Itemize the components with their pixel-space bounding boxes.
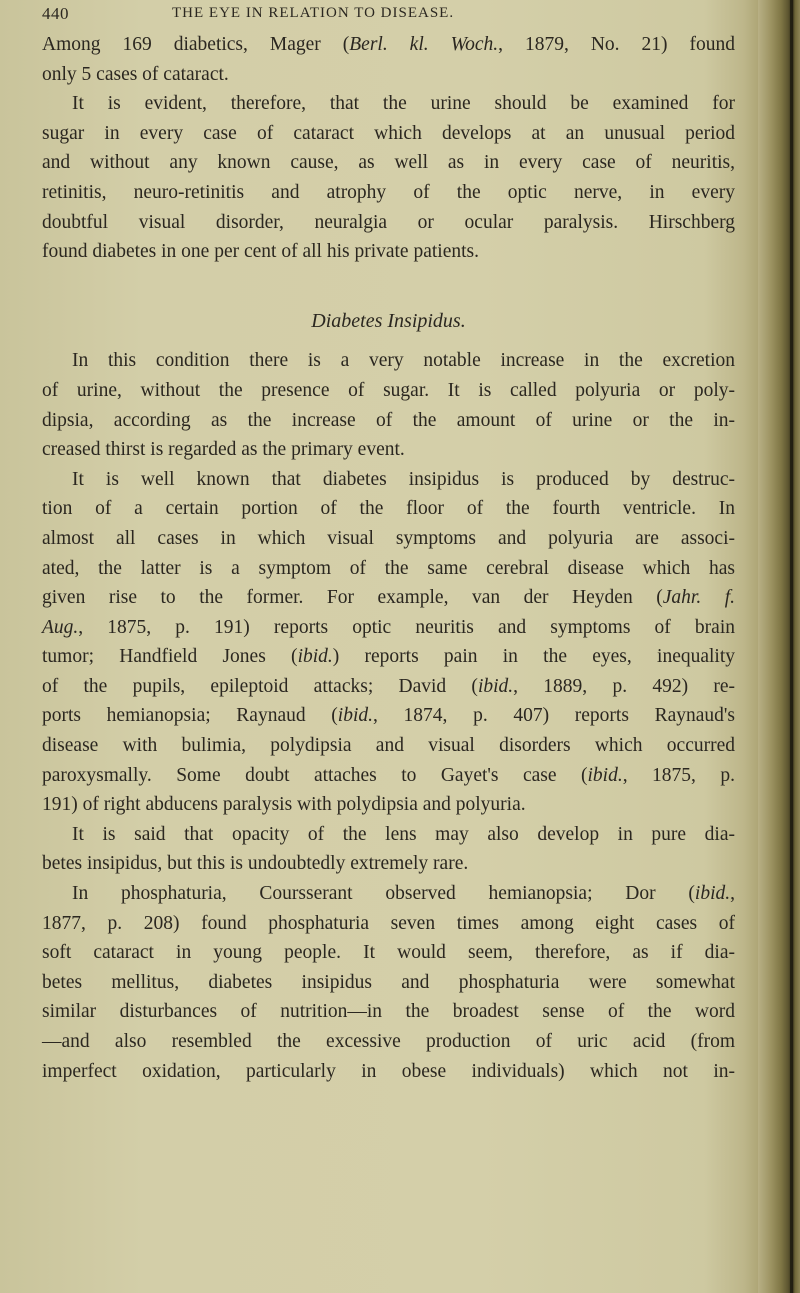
page-number: 440: [42, 4, 69, 23]
text-line: 191) of right abducens paralysis with polydipsia and polyuria.: [42, 794, 526, 816]
text-line: given rise to the former. For example, van der Heyden (Jahr. f.: [42, 587, 736, 609]
text-line: In this condition there is a very notable increase in the excretion: [72, 350, 735, 372]
citation: ibid.: [297, 646, 333, 668]
text-line: creased thirst is regarded as the primary event.: [42, 439, 405, 461]
text-line: tumor; Handfield Jones (ibid.) reports pain in the eyes, inequality: [42, 646, 736, 668]
text-line: disease with bulimia, polydipsia and visual disorders which occurred: [42, 735, 735, 757]
text-line: of urine, without the presence of sugar. It is called polyuria or poly-: [42, 379, 735, 401]
text-line: ports hemianopsia; Raynaud (ibid., 1874, p. 407) reports Raynaud's: [42, 705, 735, 727]
text-line: retinitis, neuro-retinitis and atrophy of the optic nerve, in every: [42, 181, 735, 203]
citation: Aug.: [42, 616, 79, 638]
text-line: imperfect oxidation, particularly in obese individuals) which not in-: [42, 1060, 735, 1082]
page-edge: [758, 0, 800, 1293]
text-line: betes insipidus, but this is undoubtedly extremely rare.: [42, 853, 469, 875]
text-line: only 5 cases of cataract.: [42, 63, 229, 85]
text-line: In phosphaturia, Coursserant observed hemianopsia; Dor (ibid.,: [72, 883, 735, 905]
text-line: and without any known cause, as well as in every case of neuritis,: [42, 152, 735, 174]
body-text: [42, 30, 735, 1086]
text-line: found diabetes in one per cent of all his private patients.: [42, 241, 479, 263]
text-line: dipsia, according as the increase of the amount of urine or the in-: [42, 409, 735, 431]
page-edge-line: [790, 0, 793, 1293]
text-line: paroxysmally. Some doubt attaches to Gayet's case (ibid., 1875, p.: [42, 764, 735, 786]
text-line: It is evident, therefore, that the urine should be examined for: [72, 93, 735, 115]
text-line: doubtful visual disorder, neuralgia or ocular paralysis. Hirschberg: [42, 211, 735, 233]
text-line: soft cataract in young people. It would seem, therefore, as if dia-: [42, 942, 735, 964]
text-line: —and also resembled the excessive production of uric acid (from: [42, 1031, 735, 1052]
citation: Jahr. f.: [662, 587, 736, 609]
text-line: It is well known that diabetes insipidus is produced by destruc-: [72, 468, 735, 490]
running-head: [42, 4, 742, 26]
text-line: sugar in every case of cataract which develops at an unusual period: [42, 122, 735, 144]
text-line: tion of a certain portion of the floor of the fourth ventricle. In: [42, 498, 735, 520]
citation: ibid.: [694, 883, 731, 905]
citation: ibid.: [587, 764, 623, 786]
citation: ibid.: [337, 705, 373, 727]
text-line: Among 169 diabetics, Mager (Berl. kl. Woch., 1879, No. 21) found: [42, 34, 735, 55]
citation: ibid.: [477, 675, 514, 697]
running-title: THE EYE IN RELATION TO DISEASE.: [172, 5, 455, 21]
text-line: similar disturbances of nutrition—in the broadest sense of the word: [42, 1001, 735, 1023]
text-line: of the pupils, epileptoid attacks; David (ibid., 1889, p. 492) re-: [42, 675, 735, 697]
text-line: It is said that opacity of the lens may also develop in pure dia-: [72, 823, 735, 845]
text-line: ated, the latter is a symptom of the same cerebral disease which has: [42, 557, 735, 579]
citation: Berl. kl. Woch.: [349, 34, 499, 55]
text-line: betes mellitus, diabetes insipidus and phosphaturia were somewhat: [42, 971, 735, 993]
section-heading: Diabetes Insipidus.: [311, 309, 466, 332]
text-line: almost all cases in which visual symptoms and polyuria are associ-: [42, 527, 735, 549]
text-line: Aug., 1875, p. 191) reports optic neuritis and symptoms of brain: [42, 616, 735, 638]
text-line: 1877, p. 208) found phosphaturia seven times among eight cases of: [42, 912, 735, 934]
